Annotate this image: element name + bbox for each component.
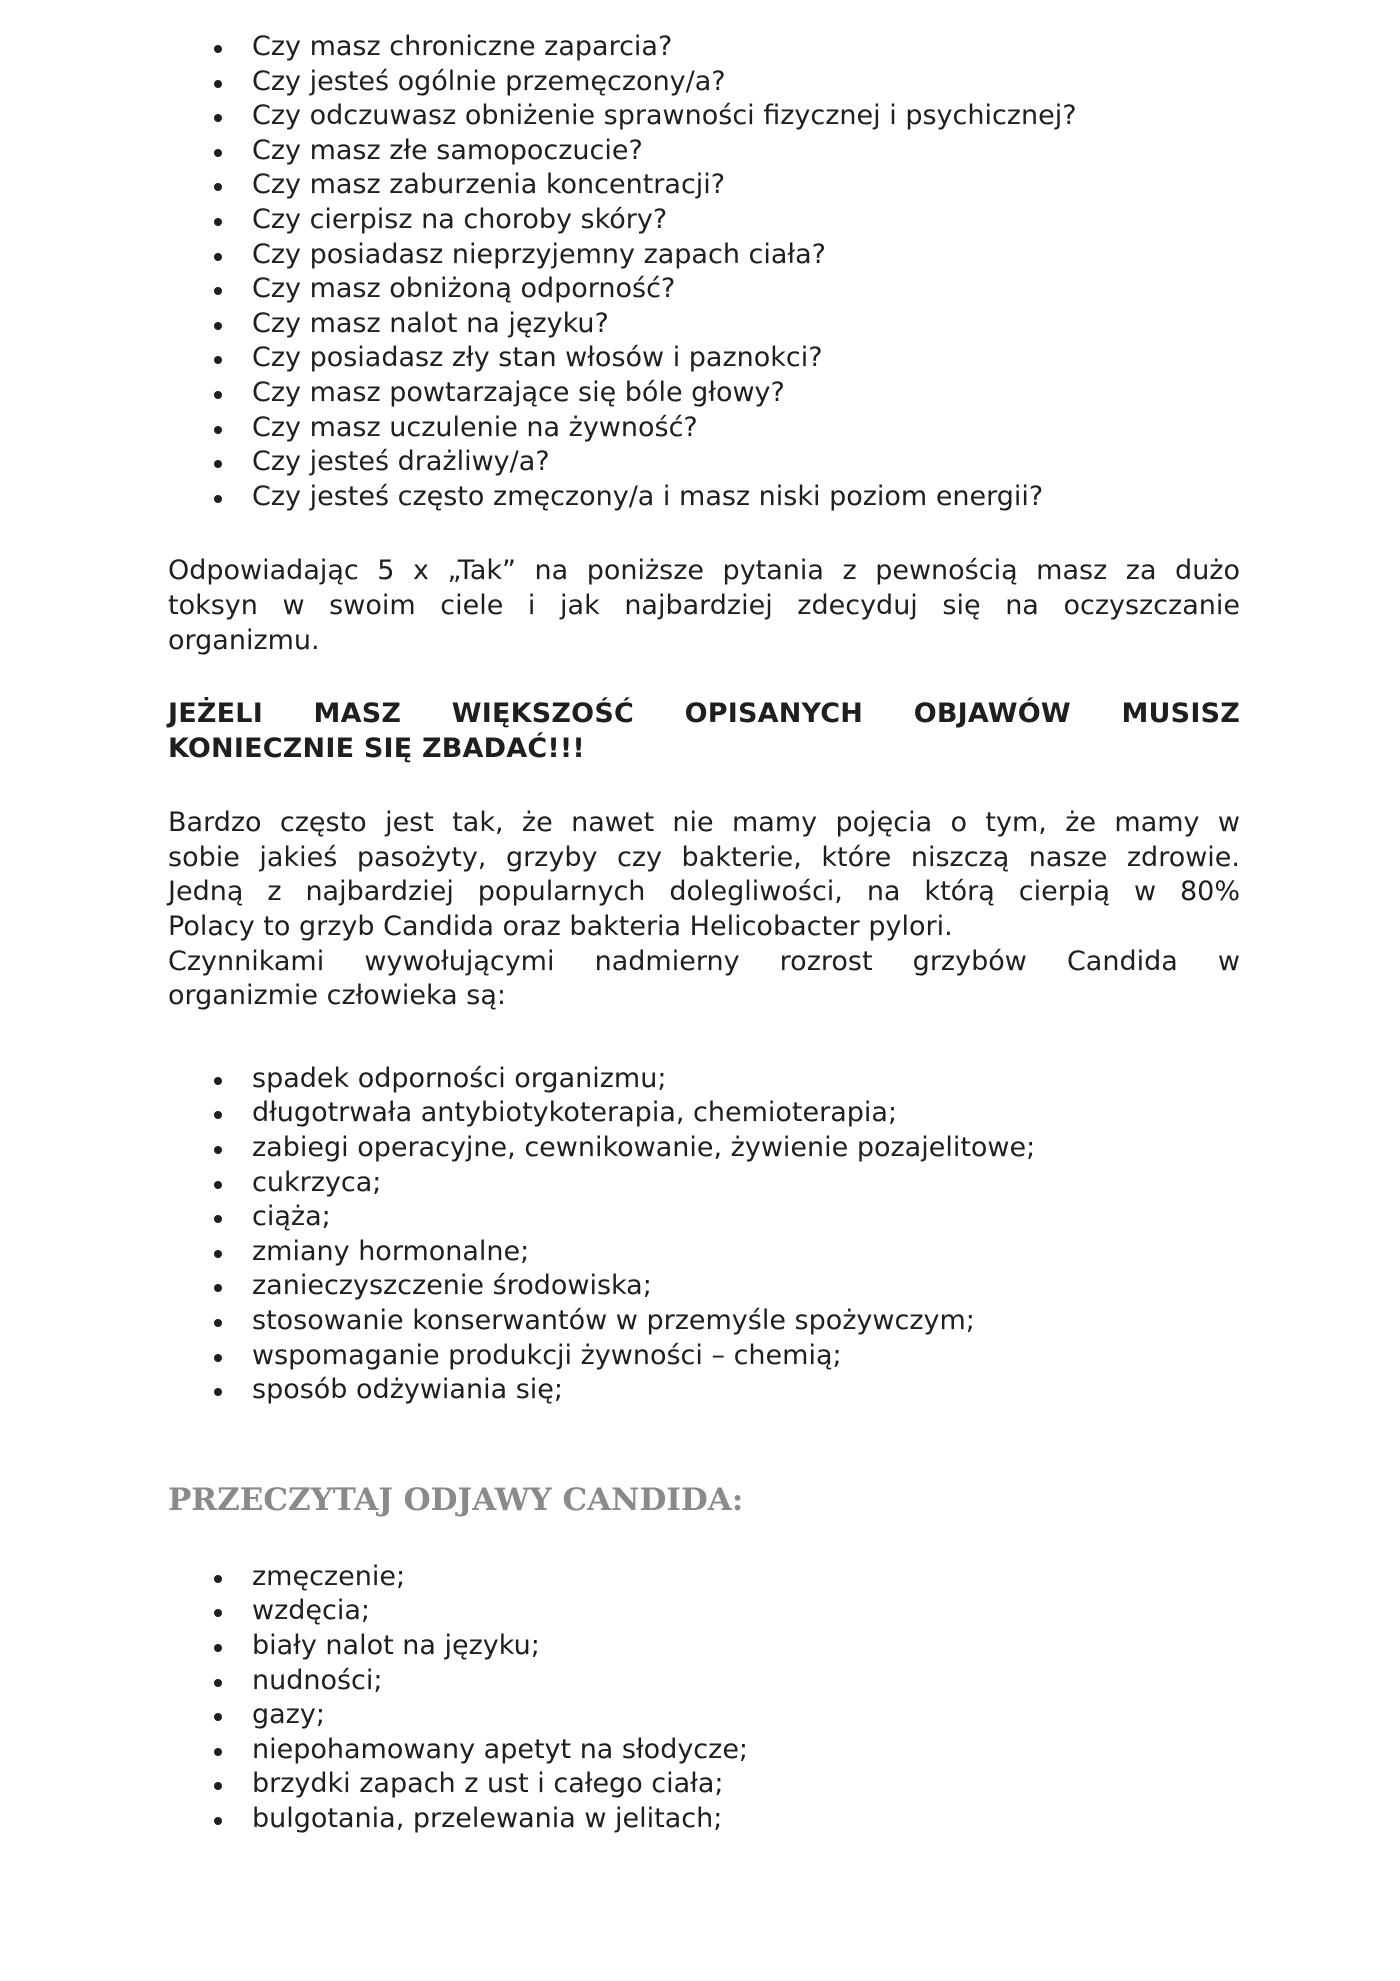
bullet-icon — [214, 1644, 222, 1652]
list-item-text: długotrwała antybiotykoterapia, chemioterapia; — [252, 1097, 898, 1129]
bullet-icon — [214, 356, 222, 364]
list-item-text: Czy masz zaburzenia koncentracji? — [252, 169, 726, 201]
bullet-icon — [214, 1575, 222, 1583]
list-item — [168, 1096, 1240, 1131]
list-item — [168, 1269, 1240, 1304]
bullet-icon — [214, 426, 222, 434]
list-item-text: niepohamowany apetyt na słodycze; — [252, 1733, 749, 1765]
bullet-icon — [214, 1146, 222, 1154]
list-item-text: Czy posiadasz nieprzyjemny zapach ciała? — [252, 238, 826, 270]
body-paragraph — [168, 806, 1240, 1014]
body-line: Czynnikami wywołującymi nadmierny rozrost grzybów Candida w — [168, 945, 1240, 977]
section-title: PRZECZYTAJ ODJAWY CANDIDA: — [168, 1481, 744, 1518]
list-item — [168, 1629, 1240, 1664]
bullet-icon — [214, 45, 222, 53]
bullet-icon — [214, 287, 222, 295]
alert-line: JEŻELI MASZ WIĘKSZOŚĆ OPISANYCH OBJAWÓW MUSISZ — [168, 698, 1240, 730]
list-item — [168, 411, 1240, 446]
bullet-icon — [214, 253, 222, 261]
bullet-icon — [214, 1284, 222, 1292]
symptoms-list — [168, 1560, 1240, 1837]
body-line: Bardzo często jest tak, że nawet nie mamy pojęcia o tym, że mamy w — [168, 807, 1240, 839]
bullet-icon — [214, 1748, 222, 1756]
bullet-icon — [214, 149, 222, 157]
list-item — [168, 307, 1240, 342]
intro-line: organizmu. — [168, 624, 320, 656]
list-item — [168, 1664, 1240, 1699]
list-item-text: zmęczenie; — [252, 1560, 406, 1592]
alert-line: KONIECZNIE SIĘ ZBADAĆ!!! — [168, 732, 585, 764]
list-item — [168, 445, 1240, 480]
list-item-text: zabiegi operacyjne, cewnikowanie, żywienie pozajelitowe; — [252, 1132, 1036, 1164]
list-item — [168, 99, 1240, 134]
list-item-text: Czy odczuwasz obniżenie sprawności fizycznej i psychicznej? — [252, 100, 1077, 132]
list-item — [168, 1304, 1240, 1339]
list-item — [168, 272, 1240, 307]
list-item-text: Czy posiadasz zły stan włosów i paznokci? — [252, 342, 823, 374]
list-item — [168, 65, 1240, 100]
list-item — [168, 1200, 1240, 1235]
bullet-icon — [214, 1713, 222, 1721]
list-item-text: Czy masz obniżoną odporność? — [252, 273, 676, 305]
list-item-text: Czy masz powtarzające się bóle głowy? — [252, 376, 785, 408]
list-item-text: brzydki zapach z ust i całego ciała; — [252, 1768, 724, 1800]
bullet-icon — [214, 1817, 222, 1825]
list-item — [168, 1802, 1240, 1837]
bullet-icon — [214, 460, 222, 468]
list-item — [168, 168, 1240, 203]
list-item-text: ciąża; — [252, 1201, 331, 1233]
list-item-text: wzdęcia; — [252, 1595, 370, 1627]
bullet-icon — [214, 495, 222, 503]
list-item — [168, 203, 1240, 238]
bullet-icon — [214, 183, 222, 191]
list-item-text: Czy jesteś drażliwy/a? — [252, 446, 550, 478]
list-item — [168, 341, 1240, 376]
list-item — [168, 238, 1240, 273]
bullet-icon — [214, 1250, 222, 1258]
list-item-text: Czy cierpisz na choroby skóry? — [252, 203, 668, 235]
questions-list — [168, 30, 1240, 514]
document-page — [168, 30, 1240, 1837]
body-line: organizmie człowieka są: — [168, 980, 507, 1012]
bullet-icon — [214, 1181, 222, 1189]
list-item — [168, 1235, 1240, 1270]
list-item — [168, 1767, 1240, 1802]
list-item-text: wspomaganie produkcji żywności – chemią; — [252, 1339, 842, 1371]
bullet-icon — [214, 1609, 222, 1617]
list-item-text: Czy masz chroniczne zaparcia? — [252, 31, 673, 62]
list-item-text: gazy; — [252, 1699, 325, 1731]
list-item — [168, 1698, 1240, 1733]
body-line: Polacy to grzyb Candida oraz bakteria Helicobacter pylori. — [168, 911, 953, 943]
bullet-icon — [214, 1215, 222, 1223]
list-item — [168, 1339, 1240, 1374]
list-item-text: Czy masz nalot na języku? — [252, 307, 609, 339]
list-item — [168, 134, 1240, 169]
list-item-text: stosowanie konserwantów w przemyśle spożywczym; — [252, 1305, 975, 1336]
list-item — [168, 376, 1240, 411]
bullet-icon — [214, 114, 222, 122]
list-item — [168, 1131, 1240, 1166]
list-item-text: bulgotania, przelewania w jelitach; — [252, 1802, 723, 1834]
alert-heading — [168, 697, 1240, 766]
bullet-icon — [214, 1782, 222, 1790]
factors-list — [168, 1062, 1240, 1408]
list-item — [168, 1166, 1240, 1201]
list-item-text: nudności; — [252, 1664, 383, 1696]
list-item-text: spadek odporności organizmu; — [252, 1062, 667, 1094]
list-item — [168, 1373, 1240, 1408]
bullet-icon — [214, 1319, 222, 1327]
bullet-icon — [214, 1354, 222, 1362]
body-line: sobie jakieś pasożyty, grzyby czy bakterie, które niszczą nasze zdrowie. — [168, 841, 1240, 873]
list-item-text: Czy jesteś ogólnie przemęczony/a? — [252, 65, 726, 97]
bullet-icon — [214, 1388, 222, 1396]
list-item-text: zanieczyszczenie środowiska; — [252, 1270, 652, 1302]
list-item-text: sposób odżywiania się; — [252, 1374, 563, 1406]
list-item — [168, 30, 1240, 65]
list-item-text: biały nalot na języku; — [252, 1629, 540, 1661]
intro-line: Odpowiadając 5 x „Tak” na poniższe pytania z pewnością masz za dużo — [168, 555, 1240, 587]
bullet-icon — [214, 1111, 222, 1119]
bullet-icon — [214, 391, 222, 399]
bullet-icon — [214, 1679, 222, 1687]
list-item-text: cukrzyca; — [252, 1166, 382, 1198]
list-item — [168, 1560, 1240, 1595]
bullet-icon — [214, 218, 222, 226]
list-item — [168, 1594, 1240, 1629]
list-item — [168, 480, 1240, 515]
intro-line: toksyn w swoim ciele i jak najbardziej zdecyduj się na oczyszczanie — [168, 589, 1240, 621]
list-item — [168, 1062, 1240, 1097]
bullet-icon — [214, 322, 222, 330]
intro-paragraph — [168, 554, 1240, 658]
list-item-text: Czy jesteś często zmęczony/a i masz niski poziom energii? — [252, 480, 1044, 512]
list-item-text: Czy masz uczulenie na żywność? — [252, 411, 698, 443]
bullet-icon — [214, 80, 222, 88]
body-line: Jedną z najbardziej popularnych dolegliwości, na którą cierpią w 80% — [168, 876, 1240, 908]
list-item-text: Czy masz złe samopoczucie? — [252, 134, 643, 166]
list-item-text: zmiany hormonalne; — [252, 1235, 530, 1267]
bullet-icon — [214, 1077, 222, 1085]
list-item — [168, 1733, 1240, 1768]
